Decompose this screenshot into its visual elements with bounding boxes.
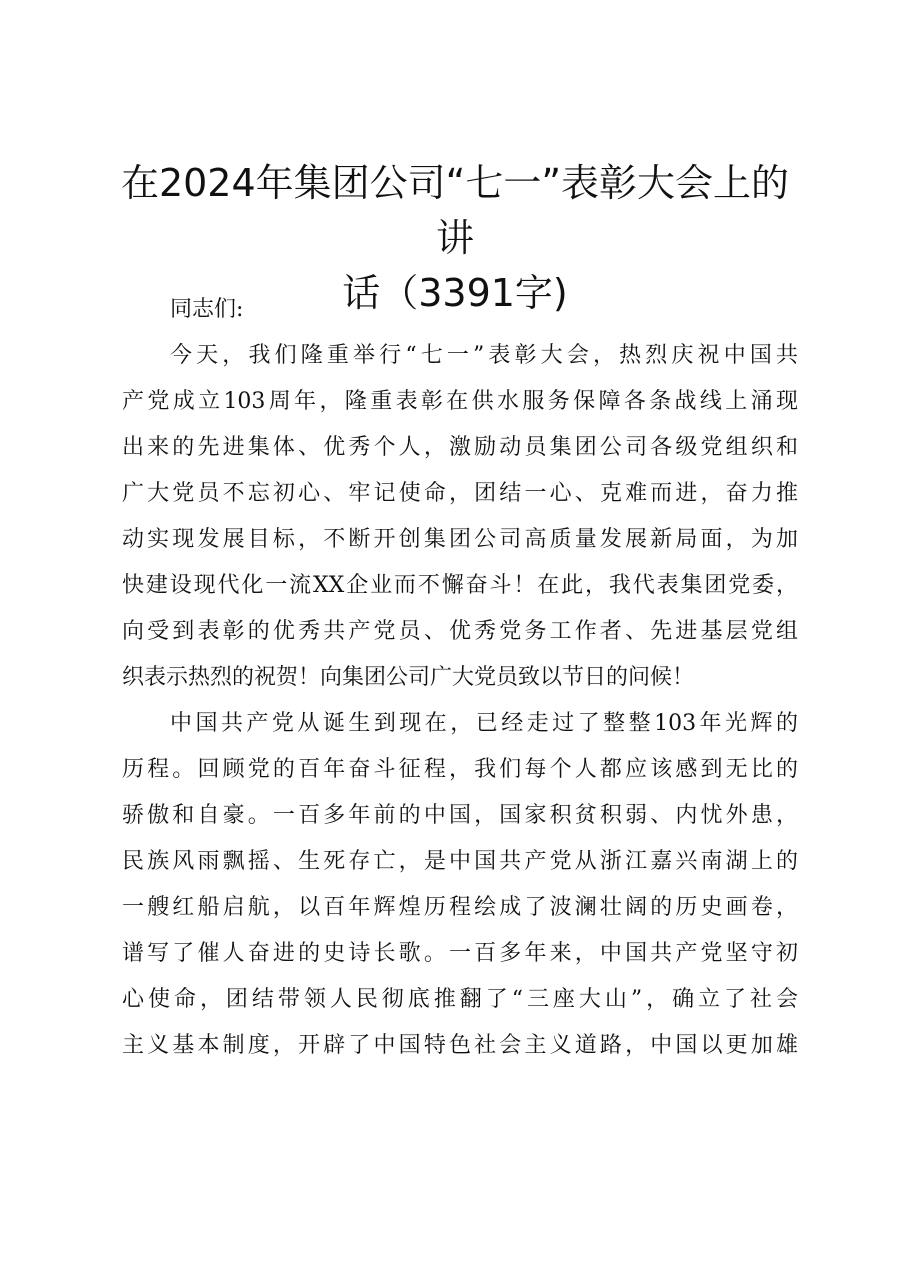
text-line: 民族风雨飘摇、生死存亡，是中国共产党从浙江嘉兴南湖上的 [122,849,798,874]
document-body [122,287,798,1069]
text-line: 动实现发展目标，不断开创集团公司高质量发展新局面，为加 [122,527,798,552]
text-line: 骄傲和自豪。一百多年前的中国，国家积贫积弱、内忧外患， [122,803,798,828]
text-line: 出来的先进集体、优秀个人，激励动员集团公司各级党组织和 [122,435,798,460]
salutation: 同志们: [170,297,244,322]
title-line-2: 话（3391字) [342,271,568,315]
text-line: 快建设现代化一流XX企业而不懈奋斗！在此，我代表集团党委， [122,573,798,598]
paragraph-2 [122,701,798,1069]
text-line: 谱写了催人奋进的史诗长歌。一百多年来，中国共产党坚守初 [122,941,798,966]
text-line: 中国共产党从诞生到现在，已经走过了整整103年光辉的 [170,711,798,736]
text-line: 向受到表彰的优秀共产党员、优秀党务工作者、先进基层党组 [122,619,798,644]
text-line: 历程。回顾党的百年奋斗征程，我们每个人都应该感到无比的 [122,757,798,782]
paragraph-1 [122,333,798,701]
text-line: 织表示热烈的祝贺！向集团公司广大党员致以节日的问候！ [122,665,695,690]
text-line: 主义基本制度，开辟了中国特色社会主义道路，中国以更加雄 [122,1033,798,1058]
text-line: 心使命，团结带领人民彻底推翻了“三座大山”，确立了社会 [122,987,798,1012]
text-line: 一艘红船启航，以百年辉煌历程绘成了波澜壮阔的历史画卷， [122,895,798,920]
title-line-1: 在2024年集团公司“七一”表彰大会上的讲 [120,161,790,260]
text-line: 产党成立103周年，隆重表彰在供水服务保障各条战线上涌现 [122,389,798,414]
text-line: 今天，我们隆重举行“七一”表彰大会，热烈庆祝中国共 [170,343,798,368]
text-line: 广大党员不忘初心、牢记使命，团结一心、克难而进，奋力推 [122,481,798,506]
